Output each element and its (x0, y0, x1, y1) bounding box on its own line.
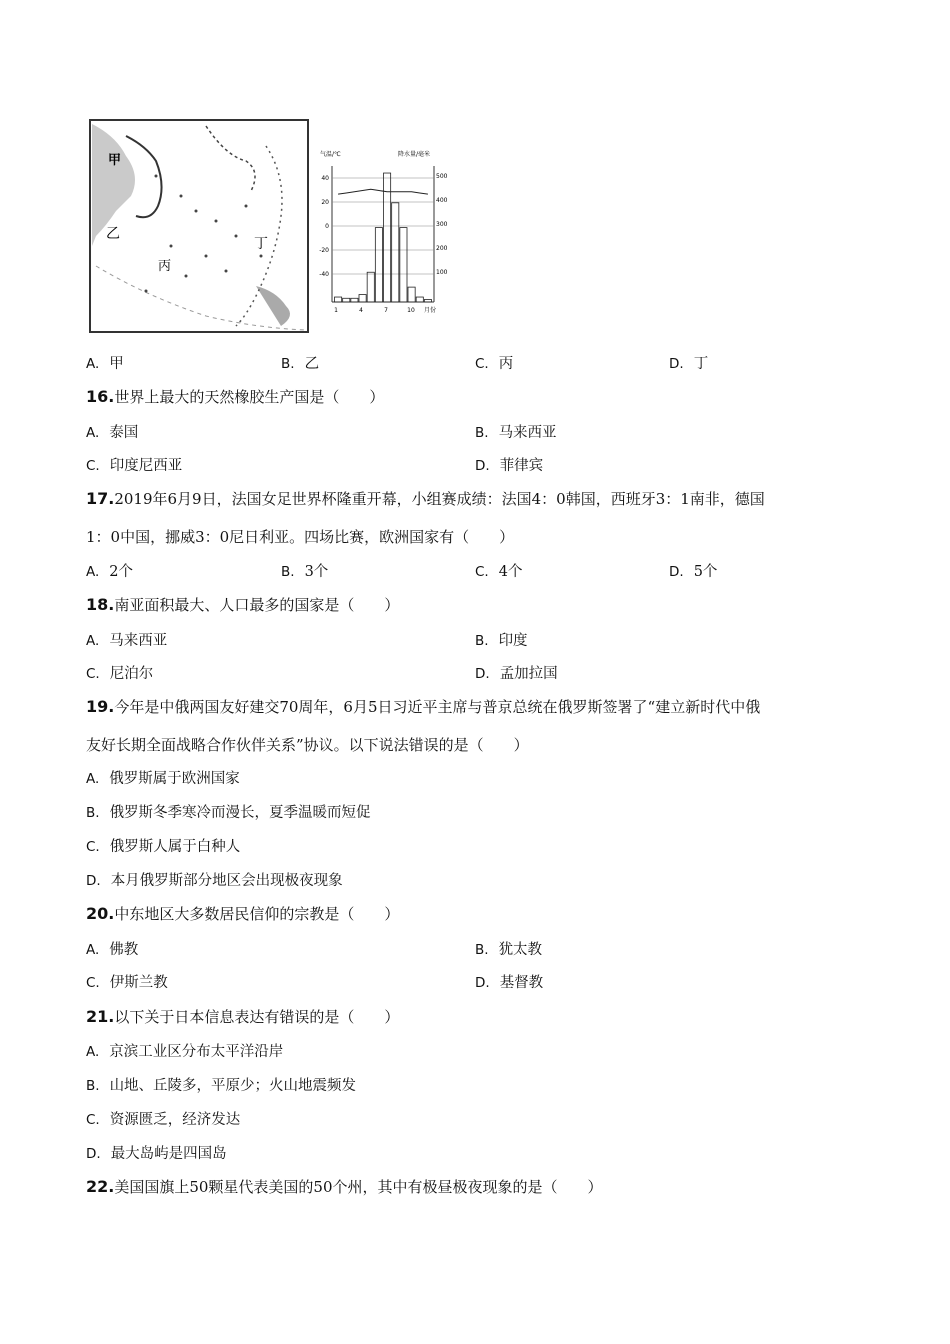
precipitation-bar (335, 297, 342, 302)
q17-option-b[interactable]: B. 3个 (281, 564, 329, 580)
left-tick: -20 (319, 247, 329, 254)
right-tick: 200 (436, 245, 448, 252)
q20-stem: 20.中东地区大多数居民信仰的宗教是（ ） (86, 904, 400, 923)
q16-option-a[interactable]: A. 泰国 (86, 425, 139, 441)
map-panel (90, 120, 308, 332)
map-label-jia: 甲 (108, 153, 122, 168)
x-tick: 1 (334, 307, 338, 314)
chart-legend: 降水量/毫米 (398, 151, 431, 158)
chart-x-ticks (334, 307, 415, 314)
right-tick: 100 (436, 269, 448, 276)
precipitation-bar (351, 298, 358, 302)
chart-left-ticks (319, 175, 329, 278)
precipitation-bar (424, 300, 431, 302)
q17-stem-line2: 1：0中国，挪威3：0尼日利亚。四场比赛，欧洲国家有（ ） (86, 528, 515, 546)
precipitation-bar (400, 228, 407, 302)
q18-option-c[interactable]: C. 尼泊尔 (86, 666, 154, 682)
left-tick: 20 (321, 199, 329, 206)
q18-stem: 18.南亚面积最大、人口最多的国家是（ ） (86, 595, 400, 614)
climate-chart (319, 150, 447, 314)
q15-option-d[interactable]: D. 丁 (669, 356, 709, 372)
precipitation-bar (408, 287, 415, 302)
q17-option-c[interactable]: C. 4个 (475, 564, 523, 580)
q20-option-b[interactable]: B. 犹太教 (475, 942, 543, 958)
q16-stem: 16.世界上最大的天然橡胶生产国是（ ） (86, 387, 385, 406)
q18-option-a[interactable]: A. 马来西亚 (86, 633, 168, 649)
x-tick: 10 (407, 307, 415, 314)
precipitation-bar (343, 298, 350, 302)
figure-svg (86, 116, 476, 338)
chart-right-ticks (436, 173, 448, 276)
chart-ylabel: 气温/℃ (320, 151, 341, 158)
x-tick: 4 (359, 307, 363, 314)
map-label-ding: 丁 (254, 236, 268, 252)
q19-stem-line1: 19.今年是中俄两国友好建交70周年，6月5日习近平主席与普京总统在俄罗斯签署了“建立新时代中俄 (86, 697, 761, 716)
chart-xlabel: 月份 (424, 307, 437, 314)
question-15-figure (86, 116, 476, 338)
q19-stem-line2: 友好长期全面战略合作伙伴关系”协议。以下说法错误的是（ ） (86, 736, 529, 754)
precipitation-bar (359, 295, 366, 302)
precipitation-bar (367, 272, 374, 302)
q20-option-a[interactable]: A. 佛教 (86, 942, 139, 958)
q18-option-b[interactable]: B. 印度 (475, 633, 528, 649)
q17-option-a[interactable]: A. 2个 (86, 564, 134, 580)
precipitation-bar (392, 203, 399, 302)
right-tick: 400 (436, 197, 448, 204)
right-tick: 300 (436, 221, 448, 228)
x-tick: 7 (384, 307, 388, 314)
q18-option-d[interactable]: D. 孟加拉国 (475, 666, 558, 682)
temperature-line (338, 189, 428, 194)
q20-option-c[interactable]: C. 伊斯兰教 (86, 975, 168, 991)
precipitation-bar (416, 297, 423, 302)
map-label-yi: 乙 (106, 226, 120, 242)
right-tick: 500 (436, 173, 448, 180)
q16-option-c[interactable]: C. 印度尼西亚 (86, 458, 183, 474)
q16-option-b[interactable]: B. 马来西亚 (475, 425, 557, 441)
precipitation-bar (375, 228, 382, 302)
q17-option-d[interactable]: D. 5个 (669, 564, 718, 580)
left-tick: 40 (321, 175, 329, 182)
map-label-bing: 丙 (158, 259, 172, 274)
q15-option-b[interactable]: B. 乙 (281, 356, 320, 372)
q21-stem: 21.以下关于日本信息表达有错误的是（ ） (86, 1007, 400, 1026)
q17-stem-line1: 17.2019年6月9日，法国女足世界杯隆重开幕，小组赛成绩：法国4：0韩国，西班牙3：1南非，德国 (86, 489, 765, 508)
q15-option-a[interactable]: A. 甲 (86, 356, 124, 372)
q22-stem: 22.美国国旗上50颗星代表美国的50个州，其中有极昼极夜现象的是（ ） (86, 1177, 603, 1196)
q20-option-d[interactable]: D. 基督教 (475, 975, 544, 991)
q15-option-c[interactable]: C. 丙 (475, 356, 514, 372)
precipitation-bar (384, 173, 391, 302)
left-tick: 0 (325, 223, 329, 230)
q16-option-d[interactable]: D. 菲律宾 (475, 458, 544, 474)
left-tick: -40 (319, 271, 329, 278)
